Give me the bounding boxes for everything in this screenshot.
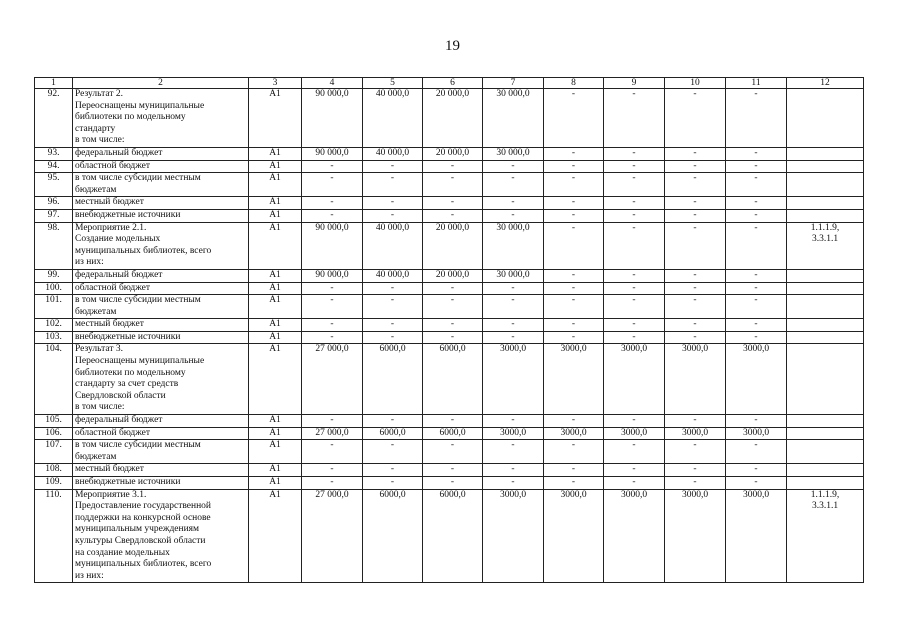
row-value: -: [665, 331, 726, 344]
row-value: -: [726, 173, 787, 197]
row-value: -: [544, 209, 604, 222]
row-value: -: [423, 209, 483, 222]
row-value: -: [726, 415, 787, 428]
row-value: 3000,0: [544, 427, 604, 440]
row-value: -: [423, 319, 483, 332]
row-value: -: [363, 464, 423, 477]
row-value: -: [544, 269, 604, 282]
table-row: [35, 269, 864, 282]
table-row: [35, 477, 864, 490]
row-value: -: [544, 89, 604, 148]
row-number: 108.: [35, 464, 73, 477]
row-value: 30 000,0: [483, 222, 544, 269]
row-value: -: [302, 415, 363, 428]
row-value: 40 000,0: [363, 222, 423, 269]
row-note: [787, 344, 864, 415]
row-number: 97.: [35, 209, 73, 222]
row-note: [787, 89, 864, 148]
row-name: Мероприятие 2.1. Создание модельных муниципальных библиотек, всего из них:: [73, 222, 249, 269]
header-row: [35, 78, 864, 89]
row-value: -: [544, 415, 604, 428]
table-row: [35, 464, 864, 477]
row-value: 3000,0: [726, 427, 787, 440]
row-value: -: [726, 89, 787, 148]
row-number: 103.: [35, 331, 73, 344]
row-value: 6000,0: [423, 344, 483, 415]
row-name: Результат 3. Переоснащены муниципальные библиотеки по модельному стандарту за счет средств Свердловской области в том числе:: [73, 344, 249, 415]
row-value: 3000,0: [483, 489, 544, 583]
column-header: 9: [604, 78, 665, 89]
row-value: -: [665, 147, 726, 160]
row-value: 3000,0: [726, 344, 787, 415]
row-value: 3000,0: [544, 344, 604, 415]
row-value: -: [423, 282, 483, 295]
row-name: областной бюджет: [73, 282, 249, 295]
row-value: -: [544, 464, 604, 477]
row-number: 99.: [35, 269, 73, 282]
row-value: 30 000,0: [483, 269, 544, 282]
row-value: -: [665, 89, 726, 148]
column-header: 4: [302, 78, 363, 89]
row-value: -: [665, 197, 726, 210]
row-value: -: [302, 197, 363, 210]
row-value: 30 000,0: [483, 89, 544, 148]
row-value: -: [726, 197, 787, 210]
column-header: 3: [249, 78, 302, 89]
row-value: -: [302, 440, 363, 464]
column-header: 11: [726, 78, 787, 89]
row-value: -: [726, 269, 787, 282]
row-value: 3000,0: [604, 427, 665, 440]
row-name: внебюджетные источники: [73, 477, 249, 490]
row-code: А1: [249, 415, 302, 428]
row-value: -: [665, 160, 726, 173]
row-name: внебюджетные источники: [73, 331, 249, 344]
row-value: 20 000,0: [423, 147, 483, 160]
row-code: А1: [249, 282, 302, 295]
row-value: -: [665, 477, 726, 490]
row-value: 6000,0: [423, 489, 483, 583]
row-value: 20 000,0: [423, 89, 483, 148]
row-value: -: [604, 464, 665, 477]
row-note: [787, 440, 864, 464]
row-value: -: [423, 440, 483, 464]
row-value: -: [665, 209, 726, 222]
row-value: 90 000,0: [302, 269, 363, 282]
row-note: [787, 160, 864, 173]
row-value: 20 000,0: [423, 222, 483, 269]
row-value: -: [726, 209, 787, 222]
row-code: А1: [249, 477, 302, 490]
table-row: [35, 147, 864, 160]
row-value: -: [544, 440, 604, 464]
row-name: областной бюджет: [73, 160, 249, 173]
row-value: -: [726, 147, 787, 160]
row-value: -: [363, 295, 423, 319]
row-value: -: [665, 440, 726, 464]
table-row: [35, 89, 864, 148]
row-number: 94.: [35, 160, 73, 173]
row-name: федеральный бюджет: [73, 269, 249, 282]
row-value: -: [665, 415, 726, 428]
row-value: -: [302, 319, 363, 332]
row-code: А1: [249, 489, 302, 583]
row-code: А1: [249, 209, 302, 222]
row-value: -: [604, 197, 665, 210]
row-value: -: [302, 282, 363, 295]
row-value: -: [423, 331, 483, 344]
row-number: 107.: [35, 440, 73, 464]
row-value: -: [363, 197, 423, 210]
row-code: А1: [249, 319, 302, 332]
row-value: 27 000,0: [302, 489, 363, 583]
row-value: -: [483, 319, 544, 332]
row-note: 1.1.1.9, 3.3.1.1: [787, 222, 864, 269]
row-value: -: [423, 295, 483, 319]
table-row: [35, 222, 864, 269]
row-value: -: [483, 477, 544, 490]
row-value: -: [363, 160, 423, 173]
row-value: -: [604, 173, 665, 197]
row-number: 95.: [35, 173, 73, 197]
row-name: Мероприятие 3.1. Предоставление государственной поддержки на конкурсной основе муниципальным учреждениям культуры Свердловской области на создание модельных муниципальных библиотек, всего из них:: [73, 489, 249, 583]
row-value: -: [604, 331, 665, 344]
row-value: -: [665, 269, 726, 282]
row-value: -: [726, 477, 787, 490]
row-name: в том числе субсидии местным бюджетам: [73, 295, 249, 319]
row-note: [787, 209, 864, 222]
row-number: 98.: [35, 222, 73, 269]
row-value: -: [363, 319, 423, 332]
row-code: А1: [249, 464, 302, 477]
row-value: 6000,0: [363, 489, 423, 583]
row-value: 20 000,0: [423, 269, 483, 282]
row-value: 40 000,0: [363, 89, 423, 148]
row-value: 6000,0: [363, 344, 423, 415]
row-value: -: [423, 464, 483, 477]
row-value: -: [604, 477, 665, 490]
column-header: 6: [423, 78, 483, 89]
row-value: 3000,0: [665, 427, 726, 440]
row-value: -: [604, 319, 665, 332]
row-value: -: [604, 269, 665, 282]
row-value: -: [544, 197, 604, 210]
row-value: -: [423, 477, 483, 490]
row-value: -: [423, 415, 483, 428]
row-value: -: [604, 147, 665, 160]
row-value: -: [726, 295, 787, 319]
row-note: [787, 331, 864, 344]
row-value: -: [302, 209, 363, 222]
row-value: -: [483, 415, 544, 428]
row-value: -: [665, 282, 726, 295]
row-code: А1: [249, 331, 302, 344]
row-code: А1: [249, 344, 302, 415]
row-code: А1: [249, 222, 302, 269]
row-value: -: [483, 197, 544, 210]
row-value: -: [483, 209, 544, 222]
row-value: -: [726, 282, 787, 295]
row-value: -: [544, 147, 604, 160]
column-header: 8: [544, 78, 604, 89]
row-value: -: [544, 331, 604, 344]
row-value: 90 000,0: [302, 222, 363, 269]
row-number: 93.: [35, 147, 73, 160]
table-row: [35, 295, 864, 319]
row-value: -: [302, 173, 363, 197]
row-note: [787, 319, 864, 332]
table-row: [35, 160, 864, 173]
table-row: [35, 282, 864, 295]
row-value: -: [363, 477, 423, 490]
page-number: 19: [445, 38, 460, 54]
row-value: -: [302, 160, 363, 173]
row-number: 101.: [35, 295, 73, 319]
row-value: -: [665, 464, 726, 477]
row-number: 100.: [35, 282, 73, 295]
column-header: 2: [73, 78, 249, 89]
row-number: 106.: [35, 427, 73, 440]
row-value: 90 000,0: [302, 147, 363, 160]
row-value: -: [604, 89, 665, 148]
row-name: в том числе субсидии местным бюджетам: [73, 440, 249, 464]
row-name: Результат 2. Переоснащены муниципальные библиотеки по модельному стандарту в том числе:: [73, 89, 249, 148]
table-row: [35, 427, 864, 440]
row-value: 6000,0: [363, 427, 423, 440]
row-name: местный бюджет: [73, 197, 249, 210]
row-note: [787, 282, 864, 295]
budget-table: [34, 77, 864, 583]
row-value: -: [726, 464, 787, 477]
row-note: [787, 427, 864, 440]
row-value: -: [604, 415, 665, 428]
row-value: 3000,0: [665, 489, 726, 583]
row-value: -: [363, 209, 423, 222]
row-code: А1: [249, 173, 302, 197]
table-body: [35, 89, 864, 583]
row-note: [787, 295, 864, 319]
row-value: -: [665, 319, 726, 332]
row-number: 110.: [35, 489, 73, 583]
row-value: -: [604, 160, 665, 173]
row-value: 3000,0: [483, 427, 544, 440]
row-note: [787, 269, 864, 282]
table-row: [35, 440, 864, 464]
table-row: [35, 319, 864, 332]
row-value: 27 000,0: [302, 427, 363, 440]
row-name: внебюджетные источники: [73, 209, 249, 222]
row-value: -: [483, 464, 544, 477]
row-value: 3000,0: [604, 489, 665, 583]
row-code: А1: [249, 147, 302, 160]
row-value: -: [483, 295, 544, 319]
row-note: [787, 173, 864, 197]
row-code: А1: [249, 160, 302, 173]
row-value: -: [544, 160, 604, 173]
row-number: 105.: [35, 415, 73, 428]
row-value: -: [363, 415, 423, 428]
row-value: -: [483, 160, 544, 173]
row-code: А1: [249, 295, 302, 319]
row-name: местный бюджет: [73, 464, 249, 477]
row-name: федеральный бюджет: [73, 147, 249, 160]
row-note: [787, 197, 864, 210]
row-value: -: [363, 173, 423, 197]
row-value: -: [302, 295, 363, 319]
column-header: 7: [483, 78, 544, 89]
row-value: -: [423, 160, 483, 173]
row-number: 102.: [35, 319, 73, 332]
row-name: федеральный бюджет: [73, 415, 249, 428]
table-row: [35, 173, 864, 197]
row-value: 3000,0: [483, 344, 544, 415]
row-value: -: [483, 440, 544, 464]
row-code: А1: [249, 197, 302, 210]
row-value: -: [423, 197, 483, 210]
column-header: 5: [363, 78, 423, 89]
row-value: -: [544, 282, 604, 295]
row-number: 104.: [35, 344, 73, 415]
row-value: -: [665, 222, 726, 269]
row-value: -: [726, 440, 787, 464]
row-code: А1: [249, 427, 302, 440]
row-value: 27 000,0: [302, 344, 363, 415]
row-value: -: [604, 282, 665, 295]
row-value: -: [665, 173, 726, 197]
row-value: -: [726, 319, 787, 332]
row-value: -: [363, 331, 423, 344]
row-value: -: [604, 209, 665, 222]
row-value: 30 000,0: [483, 147, 544, 160]
table-row: [35, 197, 864, 210]
row-value: -: [302, 331, 363, 344]
row-value: -: [363, 282, 423, 295]
column-header: 10: [665, 78, 726, 89]
row-value: -: [483, 331, 544, 344]
row-value: -: [544, 477, 604, 490]
row-value: 90 000,0: [302, 89, 363, 148]
row-note: [787, 477, 864, 490]
row-value: -: [604, 295, 665, 319]
row-value: -: [483, 173, 544, 197]
row-note: [787, 464, 864, 477]
row-value: 3000,0: [665, 344, 726, 415]
row-note: [787, 415, 864, 428]
row-name: областной бюджет: [73, 427, 249, 440]
row-value: 3000,0: [544, 489, 604, 583]
row-value: 3000,0: [726, 489, 787, 583]
row-value: -: [302, 464, 363, 477]
row-code: А1: [249, 89, 302, 148]
row-value: -: [302, 477, 363, 490]
row-value: -: [665, 295, 726, 319]
row-value: -: [363, 440, 423, 464]
row-code: А1: [249, 440, 302, 464]
row-value: -: [604, 222, 665, 269]
table-row: [35, 209, 864, 222]
row-number: 96.: [35, 197, 73, 210]
row-value: -: [604, 440, 665, 464]
row-value: -: [726, 160, 787, 173]
table-row: [35, 331, 864, 344]
row-number: 92.: [35, 89, 73, 148]
row-value: 40 000,0: [363, 269, 423, 282]
row-value: -: [544, 173, 604, 197]
row-value: -: [726, 331, 787, 344]
table-row: [35, 415, 864, 428]
row-name: в том числе субсидии местным бюджетам: [73, 173, 249, 197]
row-value: 40 000,0: [363, 147, 423, 160]
row-value: -: [544, 319, 604, 332]
row-value: -: [483, 282, 544, 295]
column-header: 12: [787, 78, 864, 89]
row-value: -: [544, 222, 604, 269]
row-value: 6000,0: [423, 427, 483, 440]
row-code: А1: [249, 269, 302, 282]
row-number: 109.: [35, 477, 73, 490]
row-note: [787, 147, 864, 160]
row-value: -: [544, 295, 604, 319]
row-value: -: [726, 222, 787, 269]
row-name: местный бюджет: [73, 319, 249, 332]
table-row: [35, 344, 864, 415]
column-header: 1: [35, 78, 73, 89]
row-value: 3000,0: [604, 344, 665, 415]
row-value: -: [423, 173, 483, 197]
table-row: [35, 489, 864, 583]
row-note: 1.1.1.9, 3.3.1.1: [787, 489, 864, 583]
